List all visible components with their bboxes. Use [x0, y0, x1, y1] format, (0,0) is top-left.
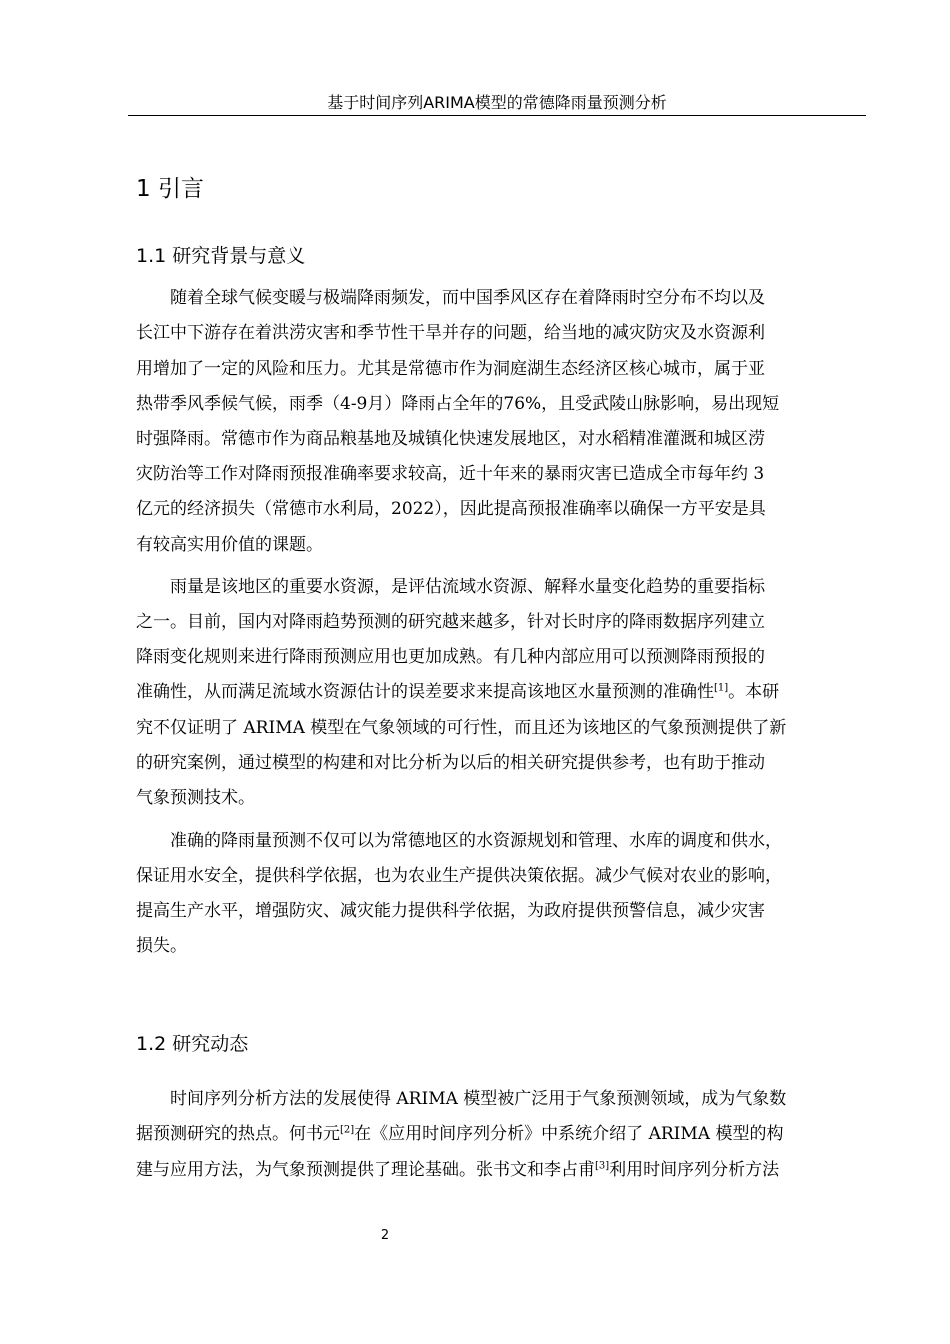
paragraph-line: 损失。 [136, 936, 187, 956]
paragraph-line: 究不仅证明了 ARIMA 模型在气象领域的可行性，而且还为该地区的气象预测提供了新 [136, 718, 787, 738]
paragraph-line: 亿元的经济损失（常德市水利局，2022），因此提高预报准确率以确保一方平安是具 [136, 499, 766, 519]
section-title-1-2: 1.2 研究动态 [136, 1033, 249, 1055]
paragraph-line: 之一。目前，国内对降雨趋势预测的研究越来越多，针对长时序的降雨数据序列建立 [136, 612, 765, 632]
paragraph-line [136, 680, 779, 704]
paragraph-line: 的研究案例，通过模型的构建和对比分析为以后的相关研究提供参考，也有助于推动 [136, 753, 765, 773]
header-rule [128, 115, 866, 116]
paragraph-text: 利用时间序列分析方法 [609, 1160, 780, 1180]
paragraph-line: 气象预测技术。 [136, 788, 255, 808]
paragraph-text: 在《应用时间序列分析》中系统介绍了 ARIMA 模型的构 [354, 1124, 784, 1144]
citation-marker: [3] [595, 1160, 610, 1172]
paragraph-line: 降雨变化规则来进行降雨预测应用也更加成熟。有几种内部应用可以预测降雨预报的 [136, 647, 765, 667]
paragraph-text: 准确性，从而满足流域水资源估计的误差要求来提高该地区水量预测的准确性 [136, 682, 714, 702]
chapter-title: 1 引言 [136, 176, 204, 202]
paragraph-line: 保证用水安全，提供科学依据，也为农业生产提供决策依据。减少气候对农业的影响， [136, 866, 782, 886]
paragraph-line: 用增加了一定的风险和压力。尤其是常德市作为洞庭湖生态经济区核心城市，属于亚 [136, 359, 765, 379]
paragraph-line: 时间序列分析方法的发展使得 ARIMA 模型被广泛用于气象预测领域，成为气象数 [170, 1089, 787, 1109]
paragraph-text: 据预测研究的热点。何书元 [136, 1124, 340, 1144]
paragraph-line: 提高生产水平，增强防灾、减灾能力提供科学依据，为政府提供预警信息，减少灾害 [136, 901, 765, 921]
paragraph-text: 建与应用方法，为气象预测提供了理论基础。张书文和李占甫 [136, 1160, 595, 1180]
running-header: 基于时间序列ARIMA模型的常德降雨量预测分析 [327, 93, 667, 112]
paragraph-line: 灾防治等工作对降雨预报准确率要求较高，近十年来的暴雨灾害已造成全市每年约 3 [136, 464, 765, 484]
paragraph-line: 准确的降雨量预测不仅可以为常德地区的水资源规划和管理、水库的调度和供水， [170, 831, 782, 851]
citation-marker: [1] [714, 682, 729, 694]
paragraph-line [136, 1122, 783, 1146]
page-number: 2 [380, 1228, 390, 1243]
paragraph-line: 雨量是该地区的重要水资源，是评估流域水资源、解释水量变化趋势的重要指标 [170, 577, 765, 597]
paragraph-text: 。本研 [728, 682, 780, 702]
paragraph-line: 时强降雨。常德市作为商品粮基地及城镇化快速发展地区，对水稻精准灌溉和城区涝 [136, 429, 765, 449]
section-title-1-1: 1.1 研究背景与意义 [136, 245, 306, 267]
paragraph-line: 长江中下游存在着洪涝灾害和季节性干旱并存的问题，给当地的减灾防灾及水资源利 [136, 323, 765, 343]
citation-marker: [2] [340, 1124, 355, 1136]
paragraph-line [136, 1158, 779, 1182]
paragraph-line: 有较高实用价值的课题。 [136, 535, 323, 555]
paragraph-line: 随着全球气候变暖与极端降雨频发，而中国季风区存在着降雨时空分布不均以及 [170, 288, 765, 308]
paragraph-line: 热带季风季候气候，雨季（4-9月）降雨占全年的76%，且受武陵山脉影响，易出现短 [136, 394, 780, 414]
